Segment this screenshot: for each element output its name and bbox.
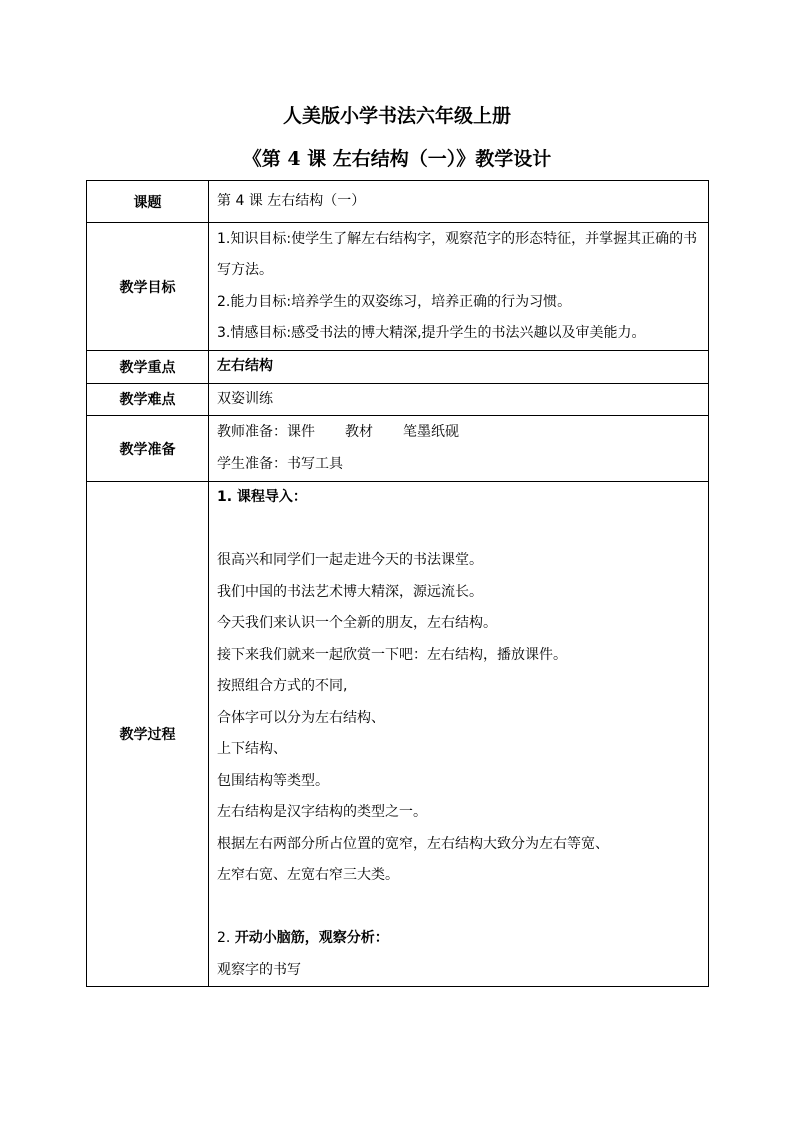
lesson-plan-table: [86, 180, 709, 987]
student-preparation: 学生准备：书写工具: [217, 455, 343, 472]
document-subtitle: 《第 4 课 左右结构（一）》教学设计: [242, 148, 552, 170]
preparation-value: [209, 416, 709, 482]
section-heading: [217, 923, 704, 955]
objective-item: 3.情感目标:感受书法的博大精深,提升学生的书法兴趣以及审美能力。: [217, 325, 646, 341]
process-value: [209, 482, 709, 987]
table-row-preparation: [87, 416, 709, 482]
key-point-label: 教学重点: [87, 351, 209, 384]
process-line: 左右结构是汉字结构的类型之一。: [217, 804, 427, 820]
section-title: 开动小脑筋，观察分析：: [234, 930, 389, 946]
process-line: 今天我们来认识一个全新的朋友，左右结构。: [217, 615, 497, 631]
table-row-topic: [87, 181, 709, 223]
process-line: 按照组合方式的不同,: [217, 678, 348, 694]
process-line: 接下来我们就来一起欣赏一下吧：左右结构，播放课件。: [217, 646, 567, 663]
topic-value: [209, 181, 709, 223]
objectives-value: [209, 223, 709, 351]
process-line: 观察字的书写: [217, 961, 301, 978]
process-line: 根据左右两部分所占位置的宽窄，左右结构大致分为左右等宽、: [217, 835, 609, 852]
table-row-process: [87, 482, 709, 987]
process-line: 很高兴和同学们一起走进今天的书法课堂。: [217, 552, 483, 568]
section-heading: 1. 课程导入：: [217, 489, 307, 505]
topic-label: 课题: [87, 181, 209, 223]
process-line: 我们中国的书法艺术博大精深，源远流长。: [217, 583, 483, 600]
process-line: 包围结构等类型。: [217, 772, 329, 789]
objective-item: 2.能力目标:培养学生的双姿练习，培养正确的行为习惯。: [217, 293, 572, 310]
teacher-preparation: [217, 417, 704, 449]
key-point-value: [209, 351, 709, 384]
difficulty-label: 教学难点: [87, 383, 209, 416]
teacher-prep-item: 教材: [345, 424, 373, 440]
process-line: 合体字可以分为左右结构、: [217, 709, 385, 726]
table-row-objectives: [87, 223, 709, 351]
objectives-label: 教学目标: [87, 223, 209, 351]
topic-text: 第 4 课 左右结构（一）: [217, 192, 366, 209]
objective-item: 1.知识目标:使学生了解左右结构字，观察范字的形态特征，并掌握其正确的书写方法。: [217, 230, 698, 278]
key-point-text: 左右结构: [217, 358, 273, 374]
preparation-label: 教学准备: [87, 416, 209, 482]
teacher-prep-prefix: 教师准备：课件: [217, 424, 315, 440]
process-line: 上下结构、: [217, 741, 287, 757]
teacher-prep-item: 笔墨纸砚: [403, 424, 459, 440]
difficulty-text: 双姿训练: [217, 390, 273, 407]
process-line: 左窄右宽、左宽右窄三大类。: [217, 867, 399, 883]
document-title: 人美版小学书法六年级上册: [282, 105, 511, 127]
table-row-key-point: [87, 351, 709, 384]
process-label: 教学过程: [87, 482, 209, 987]
table-row-difficulty: [87, 383, 709, 416]
section-number: 2.: [217, 930, 235, 946]
difficulty-value: [209, 383, 709, 416]
